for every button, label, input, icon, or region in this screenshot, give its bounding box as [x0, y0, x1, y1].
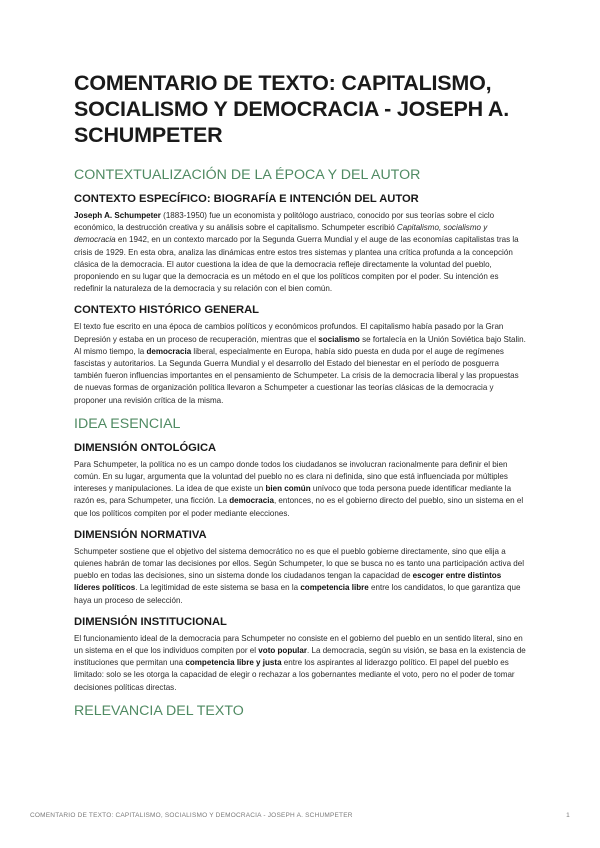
- document-page: [74, 70, 526, 728]
- subheading-dimension-ontologica: DIMENSIÓN ONTOLÓGICA: [74, 441, 217, 454]
- subheading-contexto-especifico: CONTEXTO ESPECÍFICO: BIOGRAFÍA E INTENCIÓN DEL AUTOR: [74, 193, 419, 205]
- subheading-contexto-historico: CONTEXTO HISTÓRICO GENERAL: [74, 304, 260, 317]
- section-heading-relevancia: RELEVANCIA DEL TEXTO: [74, 702, 244, 719]
- document-title: COMENTARIO DE TEXTO: CAPITALISMO, SOCIALISMO Y DEMOCRACIA - JOSEPH A. SCHUMPETER: [74, 71, 509, 147]
- author-name: Joseph A. Schumpeter: [74, 211, 161, 220]
- page-footer: [30, 812, 570, 819]
- section-heading-idea: IDEA ESENCIAL: [74, 415, 181, 432]
- book-title: Capitalismo, socialismo y democracia: [74, 223, 488, 245]
- paragraph-dimension-normativa: Schumpeter sostiene que el objetivo del sistema democrático no es que el pueblo gobierne directamente, sino que elija a quienes habrán de tomar las decisiones por ellos. Según Schumpeter, lo que se busca no es tanto una participación activa del pueblo en todas las decisiones, sino un sistema donde los ciudadanos tengan la capacidad de escoger entre distintos líderes políticos. La legitimidad de este sistema se basa en la competencia libre entre los candidatos, lo que garantiza que haya un proceso de selección.: [74, 546, 525, 605]
- paragraph-dimension-institucional: El funcionamiento ideal de la democracia para Schumpeter no consiste en el gobierno del pueblo en un sentido literal, sino en un sistema en el que los individuos compiten por el voto popular. La democracia, según su visión, se basa en la existencia de instituciones que permitan una competencia libre y justa entre los aspirantes al liderazgo político. El papel del pueblo es limitado: solo se les otorga la capacidad de elegir o rechazar a los gobernantes mediante el voto, pero no el poder de tomar decisiones políticas directas.: [74, 633, 526, 692]
- section-heading-contexto: CONTEXTUALIZACIÓN DE LA ÉPOCA Y DEL AUTOR: [74, 167, 421, 183]
- page-number: 1: [566, 812, 570, 819]
- subheading-dimension-institucional: DIMENSIÓN INSTITUCIONAL: [74, 615, 227, 628]
- paragraph-contexto-especifico: Joseph A. Schumpeter (1883-1950) fue un economista y politólogo austriaco, conocido por sus teorías sobre el ciclo económico, la destrucción creativa y su análisis sobre el capitalismo. Schumpeter escribió Capitalismo, socialismo y democracia en 1942, en un contexto marcado por la Segunda Guerra Mundial y el auge de las economías capitalistas tras la crisis de 1929. En esta obra, analiza las dinámicas entre estos tres sistemas y plantea una crítica profunda a la concepción clásica de la democracia. El autor cuestiona la idea de que la democracia refleje directamente la voluntad del pueblo, proponiendo en su lugar que la democracia es un método en el que los políticos compiten por el poder. Su intención es redefinir la naturaleza de la democracia y su relación con el bien común.: [74, 211, 519, 294]
- footer-text: COMENTARIO DE TEXTO: CAPITALISMO, SOCIALISMO Y DEMOCRACIA - JOSEPH A. SCHUMPETER: [30, 812, 353, 819]
- paragraph-contexto-historico: El texto fue escrito en una época de cambios políticos y económicos profundos. El capitalismo había pasado por la Gran Depresión y estaba en un proceso de recuperación, mientras que el socialismo se fortalecía en la Unión Soviética bajo Stalin. Al mismo tiempo, la democracia liberal, especialmente en Europa, había sido puesta en duda por el auge de regímenes fascistas y autoritarios. La Segunda Guerra Mundial y el desarrollo del Estado del bienestar en el período de posguerra también fueron influencias importantes en el pensamiento de Schumpeter. La crisis de la democracia liberal y las propuestas de nuevas formas de organización política llevaron a Schumpeter a cuestionar las teorías clásicas de la democracia y proponer una revisión crítica de la misma.: [74, 322, 526, 405]
- paragraph-dimension-ontologica: Para Schumpeter, la política no es un campo donde todos los ciudadanos se involucran racionalmente para definir el bien común. En su lugar, argumenta que la voluntad del pueblo no es clara ni definida, sino que está influenciada por múltiples intereses y manipulaciones. La idea de que existe un bien común unívoco que toda persona puede identificar mediante la razón es, para Schumpeter, una ficción. La democracia, entonces, no es el gobierno directo del pueblo, sino un sistema en el que los políticos compiten por el poder mediante elecciones.: [74, 459, 524, 518]
- subheading-dimension-normativa: DIMENSIÓN NORMATIVA: [74, 528, 207, 541]
